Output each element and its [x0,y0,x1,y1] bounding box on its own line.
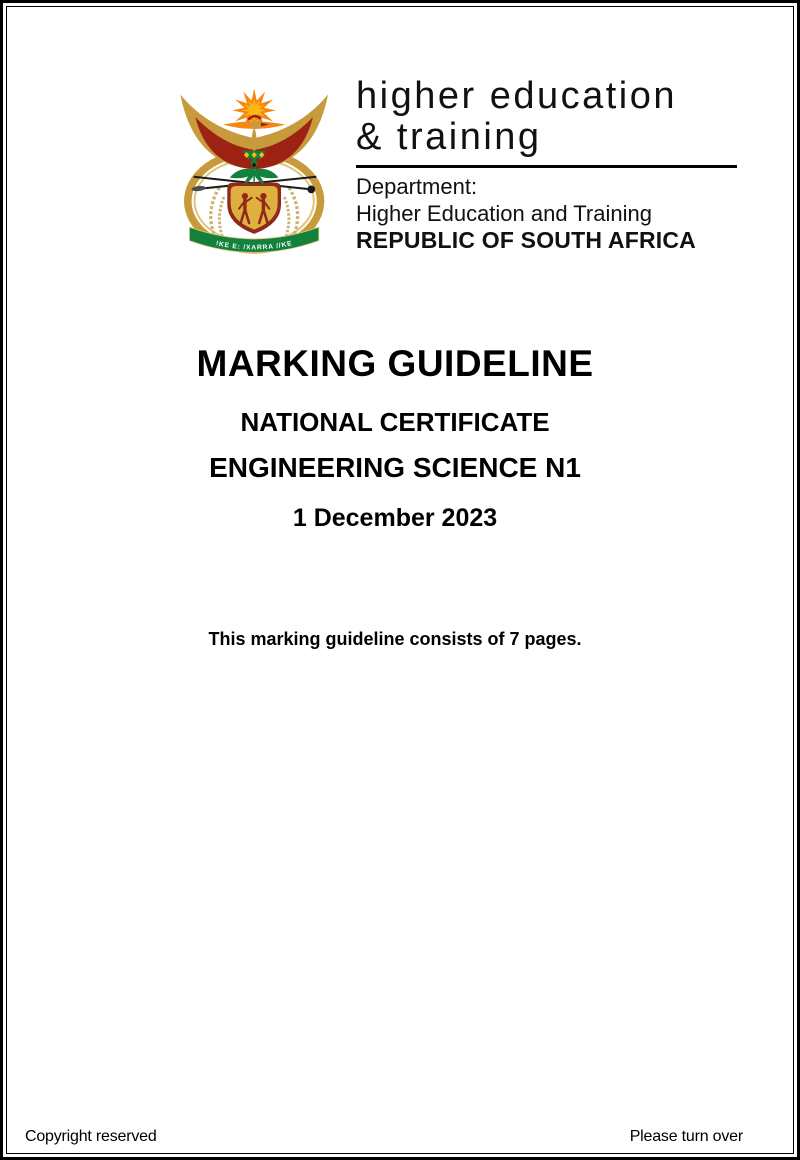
department-block [356,173,737,254]
department-branding [171,75,737,266]
country-name: REPUBLIC OF SOUTH AFRICA [356,227,696,253]
certificate-line: NATIONAL CERTIFICATE [240,407,550,437]
footer-copyright: Copyright reserved [25,1128,157,1145]
page-count-note: This marking guideline consists of 7 pages. [208,629,582,649]
department-name: Higher Education and Training [356,201,652,226]
page-footer [25,1128,743,1146]
wordmark-line2: & training [356,116,542,158]
shield [227,183,281,234]
wordmark-line1: higher education [356,75,677,117]
exam-date: 1 December 2023 [292,504,498,532]
footer-turn-over: Please turn over [629,1128,743,1145]
brand-text-block [356,75,737,254]
brand-divider [356,165,737,168]
document-title: MARKING GUIDELINE [196,343,594,384]
coat-of-arms-icon [171,85,339,266]
department-label: Department: [356,174,478,199]
wordmark [356,76,737,158]
subject-line: ENGINEERING SCIENCE N1 [209,452,581,483]
motto-text: !KE E: /XARRA //KE [215,240,294,252]
